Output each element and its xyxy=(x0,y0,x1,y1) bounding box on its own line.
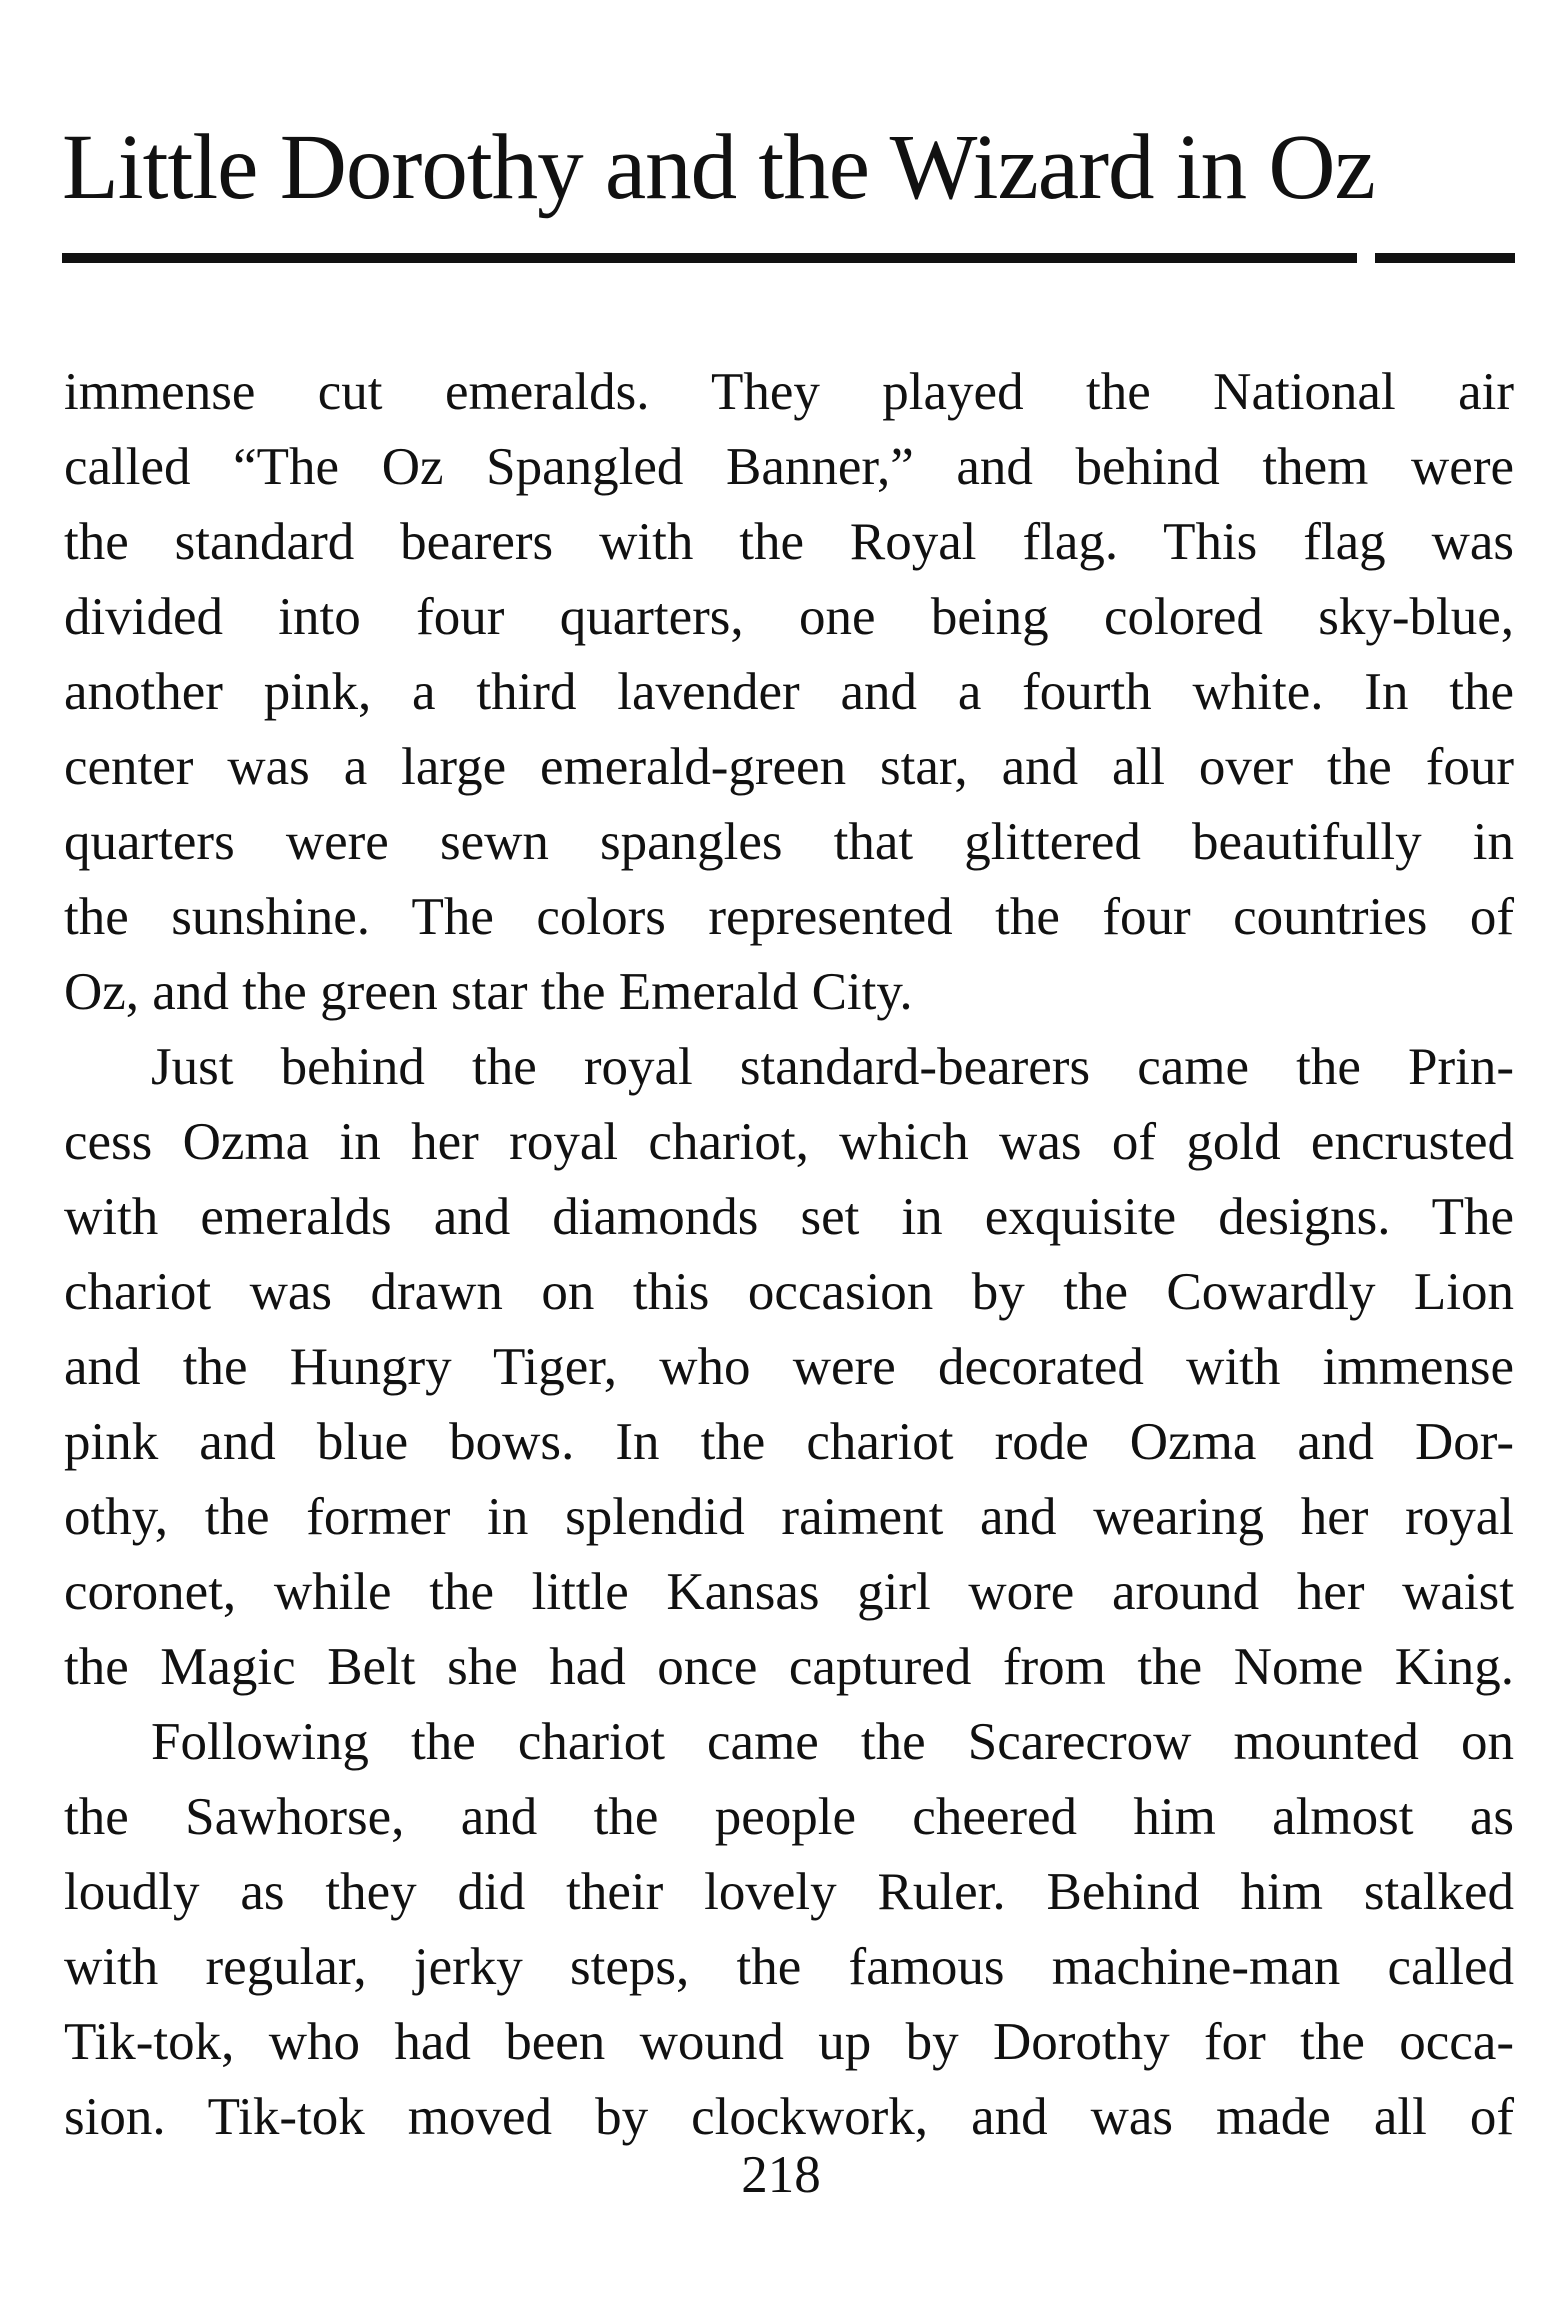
text-line: loudly as they did their lovely Ruler. Behind him stalked xyxy=(64,1863,1514,1921)
text-line: called “The Oz Spangled Banner,” and behind them were xyxy=(64,438,1514,496)
page-number: 218 xyxy=(741,2146,821,2204)
header-rule-segment xyxy=(1375,253,1515,263)
paragraph-2 xyxy=(64,1030,1514,1705)
text-line: quarters were sewn spangles that glittered beautifully in xyxy=(64,813,1514,871)
text-line: Just behind the royal standard-bearers came the Prin- xyxy=(151,1038,1514,1096)
text-line: divided into four quarters, one being colored sky-blue, xyxy=(64,588,1514,646)
text-line: Following the chariot came the Scarecrow mounted on xyxy=(151,1713,1514,1771)
text-line: immense cut emeralds. They played the National air xyxy=(64,363,1514,421)
text-line: Tik-tok, who had been wound up by Dorothy for the occa- xyxy=(64,2013,1514,2071)
text-line: with regular, jerky steps, the famous machine-man called xyxy=(64,1938,1514,1996)
body-text xyxy=(64,355,1514,2155)
text-line: pink and blue bows. In the chariot rode Ozma and Dor- xyxy=(64,1413,1514,1471)
text-line: cess Ozma in her royal chariot, which was of gold encrusted xyxy=(64,1113,1514,1171)
paragraph-1 xyxy=(64,355,1514,1030)
header-rule xyxy=(62,253,1357,263)
text-line: sion. Tik-tok moved by clockwork, and was made all of xyxy=(64,2088,1514,2146)
text-line: the Sawhorse, and the people cheered him almost as xyxy=(64,1788,1514,1846)
paragraph-3 xyxy=(64,1705,1514,2155)
text-line: the sunshine. The colors represented the four countries of xyxy=(64,888,1514,946)
text-line: chariot was drawn on this occasion by the Cowardly Lion xyxy=(64,1263,1514,1321)
text-line: the standard bearers with the Royal flag. This flag was xyxy=(64,513,1514,571)
running-title: Little Dorothy and the Wizard in Oz xyxy=(62,116,1375,219)
text-line: with emeralds and diamonds set in exquisite designs. The xyxy=(64,1188,1514,1246)
text-line: coronet, while the little Kansas girl wore around her waist xyxy=(64,1563,1514,1621)
text-line: center was a large emerald-green star, and all over the four xyxy=(64,738,1514,796)
text-line: the Magic Belt she had once captured from the Nome King. xyxy=(64,1638,1514,1696)
text-line: Oz, and the green star the Emerald City. xyxy=(64,963,913,1021)
text-line: another pink, a third lavender and a fourth white. In the xyxy=(64,663,1514,721)
text-line: othy, the former in splendid raiment and wearing her royal xyxy=(64,1488,1514,1546)
text-line: and the Hungry Tiger, who were decorated with immense xyxy=(64,1338,1514,1396)
